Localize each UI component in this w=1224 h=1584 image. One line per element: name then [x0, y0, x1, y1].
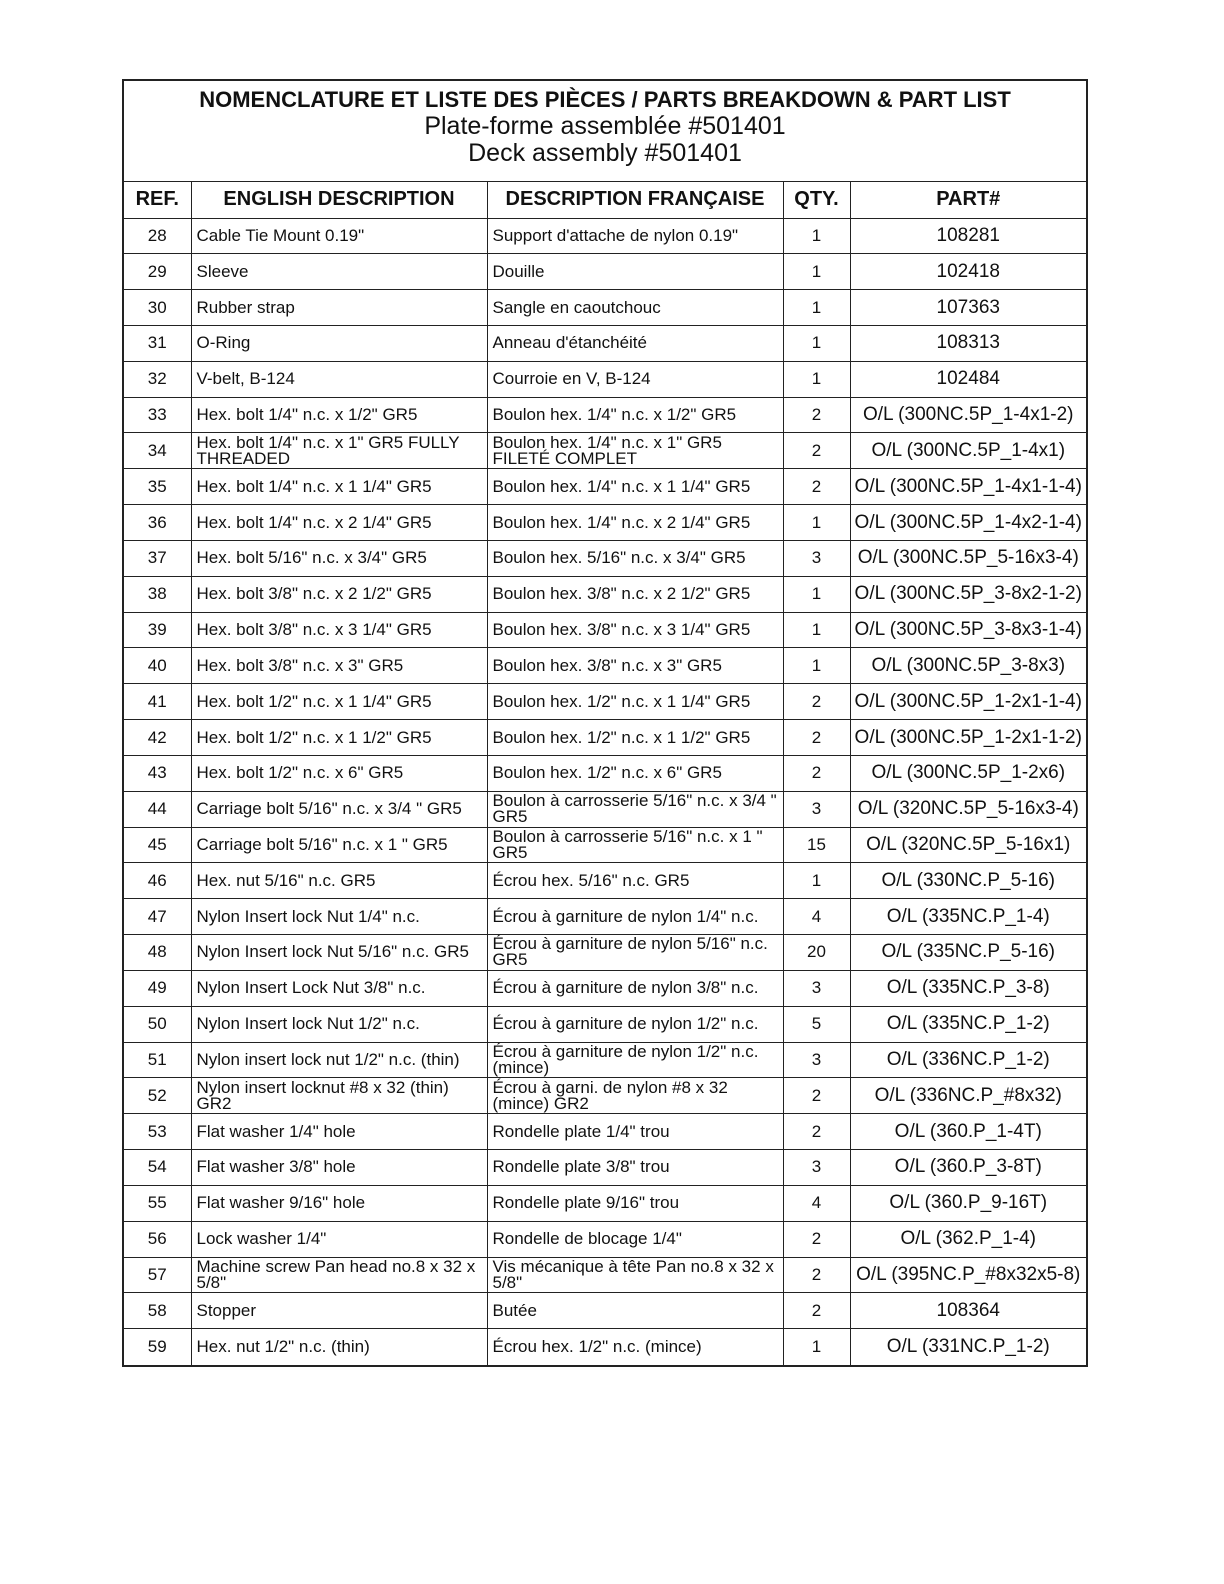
english-description-cell: Flat washer 9/16" hole [191, 1185, 487, 1221]
part-number-cell: O/L (330NC.P_5-16) [850, 863, 1086, 899]
part-number-cell: O/L (300NC.5P_1-4x1) [850, 433, 1086, 469]
quantity-cell: 1 [783, 254, 850, 290]
part-number-cell: O/L (360.P_1-4T) [850, 1114, 1086, 1150]
quantity-cell: 1 [783, 863, 850, 899]
table-row [124, 397, 1086, 433]
quantity-cell: 3 [783, 970, 850, 1006]
column-header-part: PART# [850, 182, 1086, 218]
french-description-cell: Butée [487, 1293, 783, 1329]
ref-cell: 43 [124, 755, 191, 791]
assembly-title-en: Deck assembly #501401 [468, 139, 742, 167]
french-description-cell: Rondelle de blocage 1/4" [487, 1221, 783, 1257]
part-number-cell: 107363 [850, 290, 1086, 326]
french-description-cell: Courroie en V, B-124 [487, 361, 783, 397]
quantity-cell: 1 [783, 325, 850, 361]
table-row [124, 1114, 1086, 1150]
quantity-cell: 2 [783, 755, 850, 791]
english-description-cell: Hex. nut 1/2" n.c. (thin) [191, 1329, 487, 1365]
part-number-cell: O/L (320NC.5P_5-16x1) [850, 827, 1086, 863]
ref-cell: 30 [124, 290, 191, 326]
part-number-cell: O/L (300NC.5P_1-4x1-2) [850, 397, 1086, 433]
ref-cell: 59 [124, 1329, 191, 1365]
english-description-cell: Nylon insert lock nut 1/2" n.c. (thin) [191, 1042, 487, 1078]
table-row [124, 1293, 1086, 1329]
table-row [124, 899, 1086, 935]
english-description-cell: Carriage bolt 5/16" n.c. x 1 " GR5 [191, 827, 487, 863]
ref-cell: 55 [124, 1185, 191, 1221]
part-number-cell: 108364 [850, 1293, 1086, 1329]
quantity-cell: 1 [783, 361, 850, 397]
table-row [124, 827, 1086, 863]
part-number-cell: O/L (335NC.P_1-2) [850, 1006, 1086, 1042]
ref-cell: 58 [124, 1293, 191, 1329]
french-description-cell: Sangle en caoutchouc [487, 290, 783, 326]
ref-cell: 40 [124, 648, 191, 684]
part-number-cell: O/L (300NC.5P_3-8x3) [850, 648, 1086, 684]
table-row [124, 1185, 1086, 1221]
quantity-cell: 4 [783, 1185, 850, 1221]
english-description-cell: Nylon Insert lock Nut 1/2" n.c. [191, 1006, 487, 1042]
parts-table-body [124, 218, 1086, 1365]
title-block [124, 81, 1086, 182]
column-header-qty: QTY. [783, 182, 850, 218]
table-row [124, 1150, 1086, 1186]
part-number-cell: 108313 [850, 325, 1086, 361]
part-number-cell: O/L (320NC.5P_5-16x3-4) [850, 791, 1086, 827]
quantity-cell: 5 [783, 1006, 850, 1042]
table-row [124, 1329, 1086, 1365]
quantity-cell: 3 [783, 1150, 850, 1186]
english-description-cell: Hex. bolt 1/2" n.c. x 1 1/2" GR5 [191, 720, 487, 756]
english-description-cell: Sleeve [191, 254, 487, 290]
french-description-cell: Boulon à carrosserie 5/16" n.c. x 1 " GR5 [487, 827, 783, 863]
table-row [124, 576, 1086, 612]
part-number-cell: O/L (395NC.P_#8x32x5-8) [850, 1257, 1086, 1293]
ref-cell: 41 [124, 684, 191, 720]
assembly-title-fr: Plate-forme assemblée #501401 [424, 112, 786, 140]
ref-cell: 50 [124, 1006, 191, 1042]
english-description-cell: Rubber strap [191, 290, 487, 326]
part-number-cell: O/L (300NC.5P_1-4x2-1-4) [850, 505, 1086, 541]
parts-table [124, 182, 1086, 1365]
french-description-cell: Écrou à garniture de nylon 1/4" n.c. [487, 899, 783, 935]
ref-cell: 46 [124, 863, 191, 899]
table-row [124, 1042, 1086, 1078]
table-row [124, 505, 1086, 541]
english-description-cell: Stopper [191, 1293, 487, 1329]
table-row [124, 684, 1086, 720]
french-description-cell: Écrou à garniture de nylon 1/2" n.c. [487, 1006, 783, 1042]
table-row [124, 863, 1086, 899]
quantity-cell: 2 [783, 720, 850, 756]
english-description-cell: Flat washer 3/8" hole [191, 1150, 487, 1186]
english-description-cell: O-Ring [191, 325, 487, 361]
french-description-cell: Boulon hex. 1/2" n.c. x 6" GR5 [487, 755, 783, 791]
french-description-cell: Rondelle plate 9/16" trou [487, 1185, 783, 1221]
french-description-cell: Vis mécanique à tête Pan no.8 x 32 x 5/8" [487, 1257, 783, 1293]
french-description-cell: Boulon hex. 3/8" n.c. x 2 1/2" GR5 [487, 576, 783, 612]
quantity-cell: 2 [783, 1293, 850, 1329]
english-description-cell: Hex. bolt 1/4" n.c. x 1 1/4" GR5 [191, 469, 487, 505]
french-description-cell: Boulon hex. 1/4" n.c. x 1 1/4" GR5 [487, 469, 783, 505]
part-number-cell: O/L (335NC.P_3-8) [850, 970, 1086, 1006]
ref-cell: 51 [124, 1042, 191, 1078]
table-header-row [124, 182, 1086, 218]
english-description-cell: Hex. nut 5/16" n.c. GR5 [191, 863, 487, 899]
ref-cell: 39 [124, 612, 191, 648]
quantity-cell: 1 [783, 576, 850, 612]
french-description-cell: Écrou hex. 5/16" n.c. GR5 [487, 863, 783, 899]
english-description-cell: Machine screw Pan head no.8 x 32 x 5/8" [191, 1257, 487, 1293]
french-description-cell: Support d'attache de nylon 0.19" [487, 218, 783, 254]
french-description-cell: Rondelle plate 1/4" trou [487, 1114, 783, 1150]
ref-cell: 36 [124, 505, 191, 541]
ref-cell: 31 [124, 325, 191, 361]
quantity-cell: 1 [783, 648, 850, 684]
ref-cell: 32 [124, 361, 191, 397]
quantity-cell: 2 [783, 397, 850, 433]
ref-cell: 37 [124, 540, 191, 576]
english-description-cell: Lock washer 1/4" [191, 1221, 487, 1257]
table-row [124, 970, 1086, 1006]
french-description-cell: Écrou à garniture de nylon 3/8" n.c. [487, 970, 783, 1006]
table-row [124, 1078, 1086, 1114]
part-number-cell: O/L (335NC.P_1-4) [850, 899, 1086, 935]
document-title: NOMENCLATURE ET LISTE DES PIÈCES / PARTS BREAKDOWN & PART LIST [199, 87, 1011, 112]
table-row [124, 791, 1086, 827]
part-number-cell: 102418 [850, 254, 1086, 290]
quantity-cell: 4 [783, 899, 850, 935]
english-description-cell: Hex. bolt 3/8" n.c. x 2 1/2" GR5 [191, 576, 487, 612]
column-header-ref: REF. [124, 182, 191, 218]
french-description-cell: Boulon à carrosserie 5/16" n.c. x 3/4 " GR5 [487, 791, 783, 827]
french-description-cell: Boulon hex. 1/4" n.c. x 1/2" GR5 [487, 397, 783, 433]
quantity-cell: 1 [783, 505, 850, 541]
table-row [124, 254, 1086, 290]
part-number-cell: O/L (300NC.5P_1-4x1-1-4) [850, 469, 1086, 505]
french-description-cell: Boulon hex. 3/8" n.c. x 3" GR5 [487, 648, 783, 684]
english-description-cell: Nylon insert locknut #8 x 32 (thin) GR2 [191, 1078, 487, 1114]
table-row [124, 935, 1086, 971]
part-number-cell: O/L (300NC.5P_1-2x1-1-2) [850, 720, 1086, 756]
ref-cell: 49 [124, 970, 191, 1006]
part-number-cell: O/L (336NC.P_1-2) [850, 1042, 1086, 1078]
table-row [124, 290, 1086, 326]
english-description-cell: Hex. bolt 3/8" n.c. x 3" GR5 [191, 648, 487, 684]
french-description-cell: Douille [487, 254, 783, 290]
quantity-cell: 20 [783, 935, 850, 971]
french-description-cell: Boulon hex. 1/4" n.c. x 1" GR5 FILETÉ COMPLET [487, 433, 783, 469]
table-row [124, 755, 1086, 791]
french-description-cell: Écrou à garniture de nylon 5/16" n.c. GR5 [487, 935, 783, 971]
french-description-cell: Anneau d'étanchéité [487, 325, 783, 361]
ref-cell: 47 [124, 899, 191, 935]
table-row [124, 720, 1086, 756]
english-description-cell: Nylon Insert Lock Nut 3/8" n.c. [191, 970, 487, 1006]
english-description-cell: Hex. bolt 1/4" n.c. x 1/2" GR5 [191, 397, 487, 433]
french-description-cell: Écrou hex. 1/2" n.c. (mince) [487, 1329, 783, 1365]
quantity-cell: 3 [783, 1042, 850, 1078]
english-description-cell: Hex. bolt 1/2" n.c. x 1 1/4" GR5 [191, 684, 487, 720]
table-row [124, 218, 1086, 254]
ref-cell: 56 [124, 1221, 191, 1257]
french-description-cell: Écrou à garniture de nylon 1/2" n.c. (mince) [487, 1042, 783, 1078]
quantity-cell: 1 [783, 218, 850, 254]
ref-cell: 53 [124, 1114, 191, 1150]
french-description-cell: Écrou à garni. de nylon #8 x 32 (mince) GR2 [487, 1078, 783, 1114]
ref-cell: 52 [124, 1078, 191, 1114]
ref-cell: 38 [124, 576, 191, 612]
quantity-cell: 2 [783, 1078, 850, 1114]
column-header-french: DESCRIPTION FRANÇAISE [487, 182, 783, 218]
ref-cell: 34 [124, 433, 191, 469]
table-row [124, 1257, 1086, 1293]
table-row [124, 433, 1086, 469]
english-description-cell: Hex. bolt 1/2" n.c. x 6" GR5 [191, 755, 487, 791]
table-row [124, 1221, 1086, 1257]
table-row [124, 469, 1086, 505]
quantity-cell: 2 [783, 469, 850, 505]
english-description-cell: Nylon Insert lock Nut 1/4" n.c. [191, 899, 487, 935]
quantity-cell: 1 [783, 612, 850, 648]
english-description-cell: Flat washer 1/4" hole [191, 1114, 487, 1150]
part-number-cell: O/L (300NC.5P_1-2x1-1-4) [850, 684, 1086, 720]
part-number-cell: O/L (362.P_1-4) [850, 1221, 1086, 1257]
part-number-cell: O/L (336NC.P_#8x32) [850, 1078, 1086, 1114]
english-description-cell: Hex. bolt 1/4" n.c. x 1" GR5 FULLY THREADED [191, 433, 487, 469]
part-number-cell: O/L (335NC.P_5-16) [850, 935, 1086, 971]
quantity-cell: 2 [783, 1221, 850, 1257]
ref-cell: 44 [124, 791, 191, 827]
part-number-cell: O/L (300NC.5P_1-2x6) [850, 755, 1086, 791]
english-description-cell: Hex. bolt 3/8" n.c. x 3 1/4" GR5 [191, 612, 487, 648]
table-row [124, 648, 1086, 684]
quantity-cell: 3 [783, 540, 850, 576]
parts-list-sheet [122, 79, 1088, 1367]
french-description-cell: Boulon hex. 1/2" n.c. x 1 1/2" GR5 [487, 720, 783, 756]
english-description-cell: V-belt, B-124 [191, 361, 487, 397]
table-row [124, 612, 1086, 648]
quantity-cell: 2 [783, 1114, 850, 1150]
french-description-cell: Boulon hex. 5/16" n.c. x 3/4" GR5 [487, 540, 783, 576]
english-description-cell: Carriage bolt 5/16" n.c. x 3/4 " GR5 [191, 791, 487, 827]
part-number-cell: O/L (360.P_9-16T) [850, 1185, 1086, 1221]
ref-cell: 42 [124, 720, 191, 756]
quantity-cell: 2 [783, 1257, 850, 1293]
english-description-cell: Hex. bolt 5/16" n.c. x 3/4" GR5 [191, 540, 487, 576]
quantity-cell: 1 [783, 1329, 850, 1365]
table-row [124, 325, 1086, 361]
french-description-cell: Rondelle plate 3/8" trou [487, 1150, 783, 1186]
english-description-cell: Hex. bolt 1/4" n.c. x 2 1/4" GR5 [191, 505, 487, 541]
french-description-cell: Boulon hex. 1/4" n.c. x 2 1/4" GR5 [487, 505, 783, 541]
part-number-cell: 108281 [850, 218, 1086, 254]
part-number-cell: 102484 [850, 361, 1086, 397]
quantity-cell: 1 [783, 290, 850, 326]
quantity-cell: 15 [783, 827, 850, 863]
ref-cell: 57 [124, 1257, 191, 1293]
table-row [124, 1006, 1086, 1042]
ref-cell: 33 [124, 397, 191, 433]
part-number-cell: O/L (300NC.5P_5-16x3-4) [850, 540, 1086, 576]
part-number-cell: O/L (331NC.P_1-2) [886, 1335, 1050, 1357]
table-row [124, 361, 1086, 397]
column-header-english: ENGLISH DESCRIPTION [191, 182, 487, 218]
ref-cell: 28 [124, 218, 191, 254]
ref-cell: 29 [124, 254, 191, 290]
quantity-cell: 2 [783, 684, 850, 720]
ref-cell: 45 [124, 827, 191, 863]
french-description-cell: Boulon hex. 1/2" n.c. x 1 1/4" GR5 [487, 684, 783, 720]
part-number-cell: O/L (360.P_3-8T) [850, 1150, 1086, 1186]
part-number-cell: O/L (300NC.5P_3-8x3-1-4) [850, 612, 1086, 648]
quantity-cell: 2 [783, 433, 850, 469]
english-description-cell: Cable Tie Mount 0.19" [191, 218, 487, 254]
french-description-cell: Boulon hex. 3/8" n.c. x 3 1/4" GR5 [487, 612, 783, 648]
english-description-cell: Nylon Insert lock Nut 5/16" n.c. GR5 [191, 935, 487, 971]
ref-cell: 35 [124, 469, 191, 505]
ref-cell: 48 [124, 935, 191, 971]
quantity-cell: 3 [783, 791, 850, 827]
ref-cell: 54 [124, 1150, 191, 1186]
table-row [124, 540, 1086, 576]
part-number-cell: O/L (300NC.5P_3-8x2-1-2) [850, 576, 1086, 612]
